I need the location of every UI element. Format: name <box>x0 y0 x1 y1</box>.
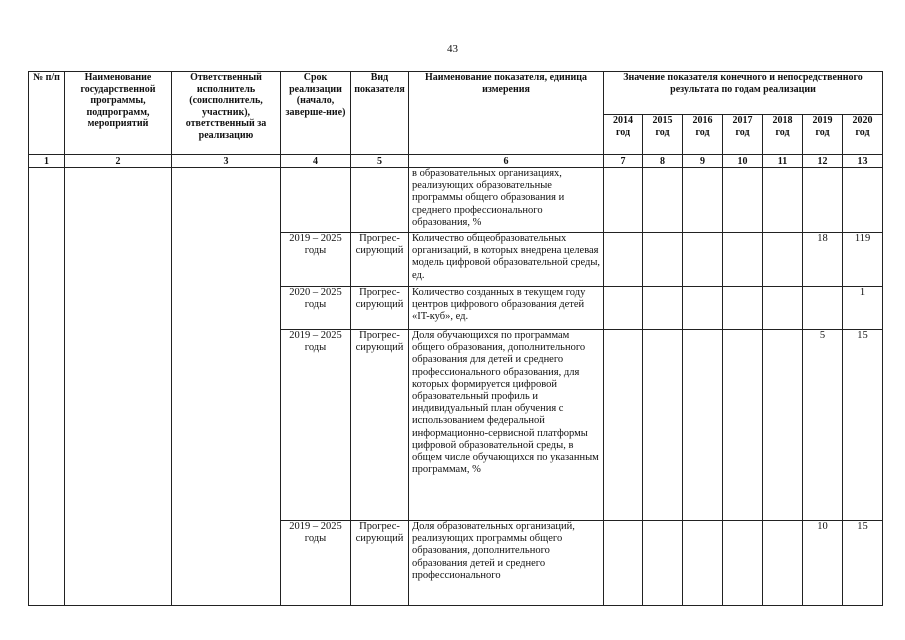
column-number: 5 <box>351 155 409 168</box>
header-year-2018: 2018 год <box>763 115 803 155</box>
header-responsible: Ответственный исполнитель (соисполнитель, участник), ответственный за реализацию <box>172 72 281 155</box>
table-row <box>29 168 883 233</box>
header-year-2019: 2019 год <box>803 115 843 155</box>
column-number: 3 <box>172 155 281 168</box>
cell-value-2019 <box>803 287 843 330</box>
cell-indicator-type <box>351 168 409 233</box>
column-number: 6 <box>409 155 604 168</box>
page-number: 43 <box>447 43 458 55</box>
cell-value-2019: 18 <box>803 233 843 287</box>
column-number: 12 <box>803 155 843 168</box>
header-year-2015: 2015 год <box>643 115 683 155</box>
cell-value-2019: 5 <box>803 330 843 521</box>
cell-value-2019: 10 <box>803 521 843 606</box>
header-program-name: Наименование государственной программы, подпрограмм, мероприятий <box>65 72 172 155</box>
column-number: 4 <box>281 155 351 168</box>
column-number: 11 <box>763 155 803 168</box>
cell-indicator-type: Прогрес-сирующий <box>351 330 409 521</box>
header-term: Срок реализации (начало, заверше-ние) <box>281 72 351 155</box>
header-year-2020: 2020 год <box>843 115 883 155</box>
cell-indicator-type: Прогрес-сирующий <box>351 287 409 330</box>
header-values-group: Значение показателя конечного и непосредственного результата по годам реализации <box>604 72 883 115</box>
cell-indicator-name: Доля обучающихся по программам общего образования, дополнительного образования для детей и среднего профессионального образования, для которых формируется цифровой образовательный профиль и индивидуальный план обучения с использованием федеральной информационно-сервисной платформы цифровой образовательной среды, в общем числе обучающихся по указанным программам, % <box>409 330 604 521</box>
cell-indicator-type: Прогрес-сирующий <box>351 521 409 606</box>
cell-term: 2019 – 2025 годы <box>281 330 351 521</box>
cell-indicator-name: Доля образовательных организаций, реализующих программы общего образования, дополнительного образования детей и среднего профессионального <box>409 521 604 606</box>
cell-indicator-name: Количество созданных в текущем году центров цифрового образования детей «IT-куб», ед. <box>409 287 604 330</box>
cell-number-empty <box>29 168 65 606</box>
header-year-2016: 2016 год <box>683 115 723 155</box>
cell-indicator-type: Прогрес-сирующий <box>351 233 409 287</box>
cell-program-empty <box>65 168 172 606</box>
cell-term: 2019 – 2025 годы <box>281 233 351 287</box>
column-number: 13 <box>843 155 883 168</box>
cell-value-2020: 119 <box>843 233 883 287</box>
cell-term: 2019 – 2025 годы <box>281 521 351 606</box>
cell-value-2020: 15 <box>843 521 883 606</box>
column-number: 7 <box>604 155 643 168</box>
cell-indicator-name: Количество общеобразовательных организаций, в которых внедрена целевая модель цифровой образовательной среды, ед. <box>409 233 604 287</box>
column-number: 8 <box>643 155 683 168</box>
header-indicator-name: Наименование показателя, единица измерения <box>409 72 604 155</box>
cell-indicator-name: в образовательных организациях, реализующих образовательные программы общего образования и среднего профессионального образования, % <box>409 168 604 233</box>
cell-value-2019 <box>803 168 843 233</box>
header-row-1 <box>29 72 883 115</box>
cell-value-2020: 1 <box>843 287 883 330</box>
cell-value-2020: 15 <box>843 330 883 521</box>
header-number: № п/п <box>29 72 65 155</box>
indicators-table <box>28 71 883 606</box>
column-number: 9 <box>683 155 723 168</box>
column-number: 1 <box>29 155 65 168</box>
cell-value-2020 <box>843 168 883 233</box>
cell-term: 2020 – 2025 годы <box>281 287 351 330</box>
column-number: 10 <box>723 155 763 168</box>
column-number: 2 <box>65 155 172 168</box>
cell-term <box>281 168 351 233</box>
header-year-2014: 2014 год <box>604 115 643 155</box>
header-indicator-type: Вид показателя <box>351 72 409 155</box>
cell-responsible-empty <box>172 168 281 606</box>
column-number-row <box>29 155 883 168</box>
header-year-2017: 2017 год <box>723 115 763 155</box>
